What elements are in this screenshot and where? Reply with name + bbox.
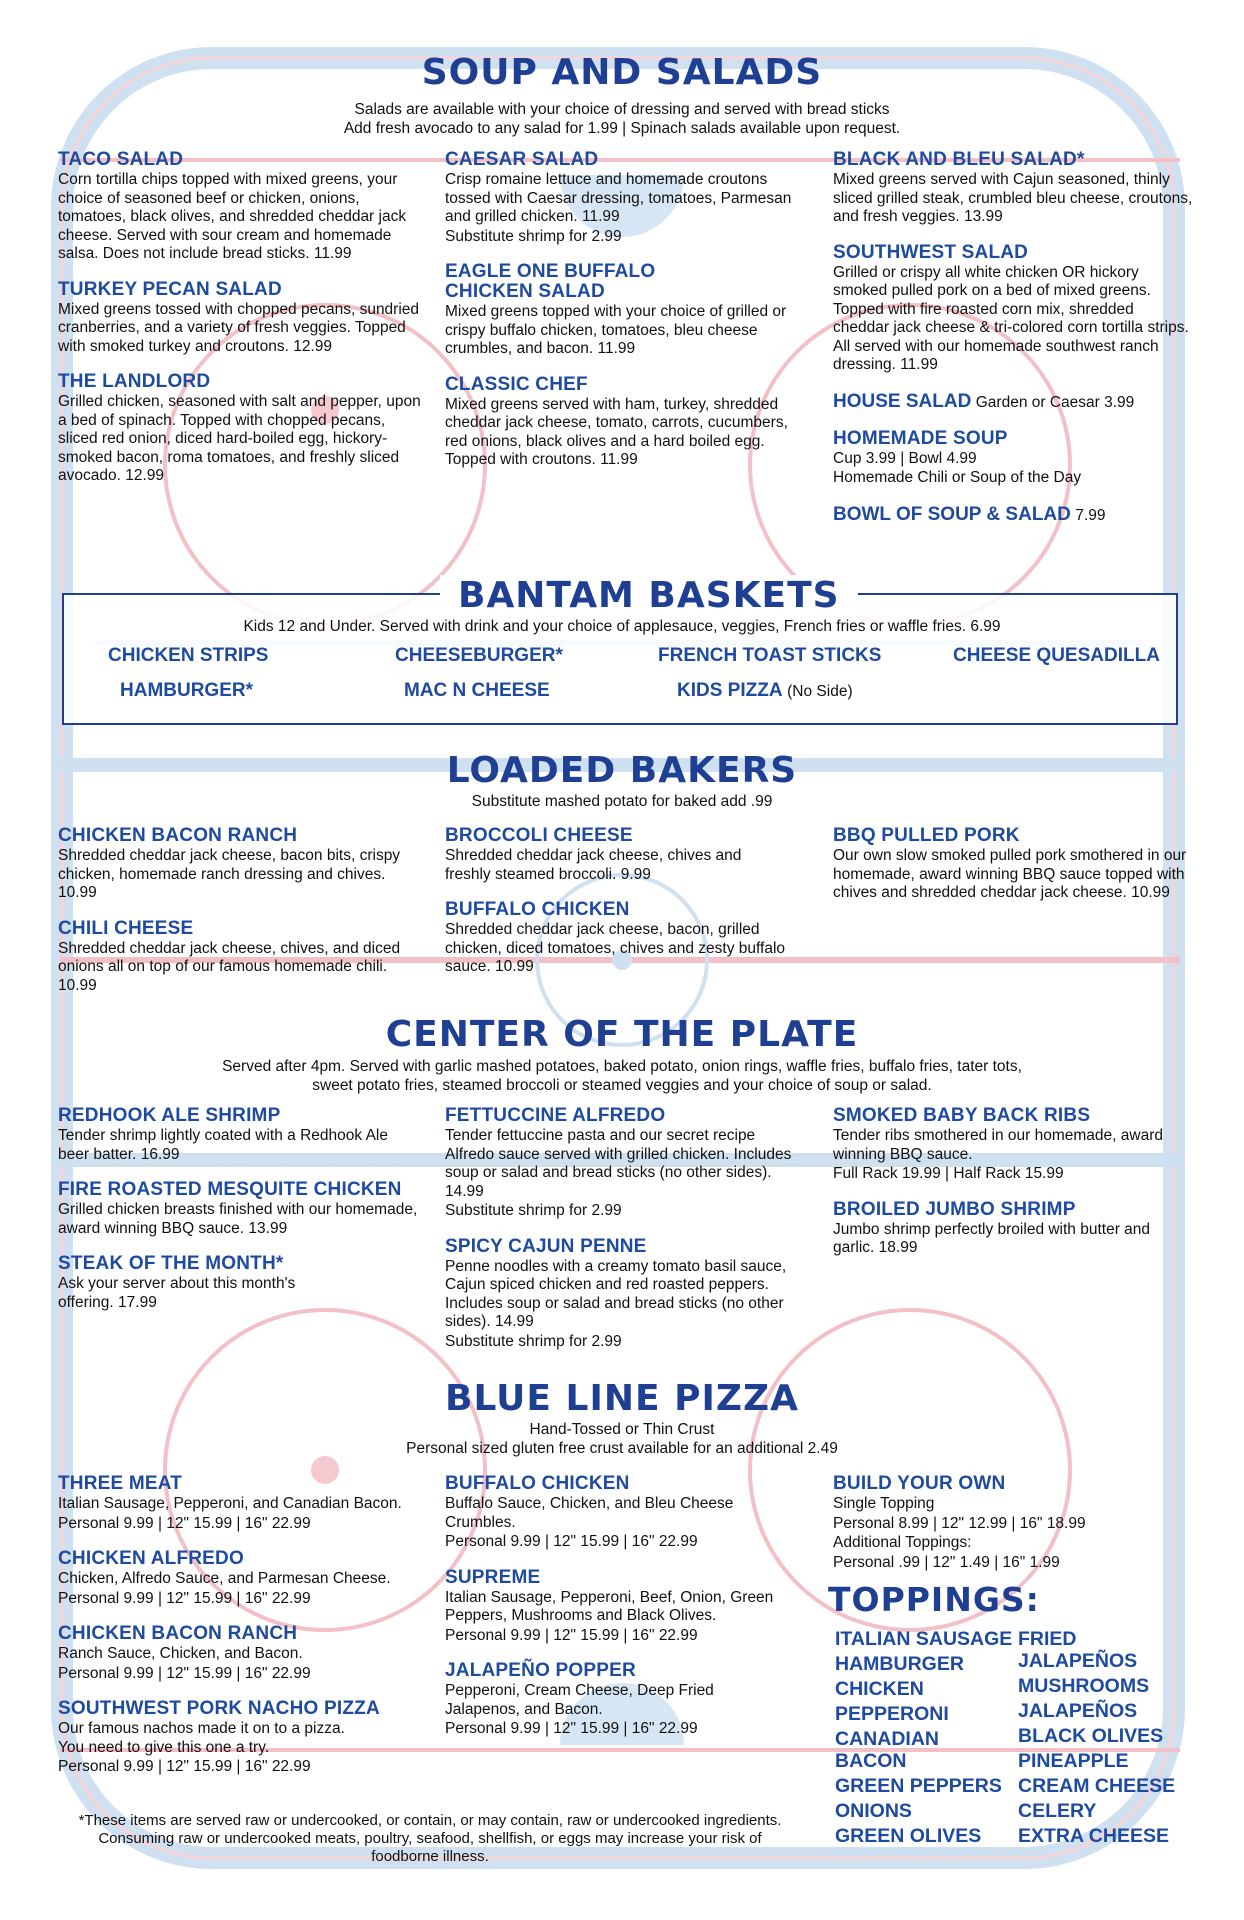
item-price: Personal 9.99 | 12" 15.99 | 16" 22.99 [58,1589,311,1607]
menu-item-classic-chef [445,375,810,470]
menu-item-caesar-salad [445,150,810,246]
item-desc: Our own slow smoked pulled pork smothered in our homemade, award winning BBQ sauce topped with chives and shredded cheddar jack cheese. 10.99 [833,847,1187,901]
topping-item: CANADIAN BACON [835,1728,939,1772]
item-title: SMOKED BABY BACK RIBS [833,1105,1091,1126]
item-price: Personal 9.99 | 12" 15.99 | 16" 22.99 [58,1514,311,1532]
pizza-build-your-own [833,1474,1178,1572]
soup-salads-title: SOUP AND SALADS [421,52,823,93]
item-title: BROCCOLI CHEESE [445,825,633,846]
item-price: Personal 9.99 | 12" 15.99 | 16" 22.99 [445,1720,698,1737]
item-title: BUFFALO CHICKEN [445,1473,630,1494]
item-title: STEAK OF THE MONTH* [58,1253,284,1274]
item-desc: Chicken, Alfredo Sauce, and Parmesan Cheese. [58,1570,391,1587]
blue-line-pizza-title: BLUE LINE PIZZA [445,1378,799,1419]
item-desc: Jumbo shrimp perfectly broiled with butter and garlic. 18.99 [833,1220,1151,1256]
item-desc: Ask your server about this month's offering. 17.99 [58,1275,296,1311]
item-desc: Penne noodles with a creamy tomato basil sauce, Cajun spiced chicken and red roasted peppers. Includes soup or salad and bread sticks (no other sides). 14.99 [445,1257,787,1330]
item-note: Additional Toppings: [833,1534,972,1551]
raw-food-disclaimer: *These items are served raw or undercooked, or contain, or may contain, raw or undercooked ingredients. Consuming raw or undercooked meats, poultry, seafood, shellfish, or eggs may increase your risk of foodborne illness. [78,1812,782,1865]
item-title: SOUTHWEST SALAD [833,241,1029,263]
topping-item: MUSHROOMS [1018,1675,1150,1697]
item-desc: Grilled chicken, seasoned with salt and pepper, upon a bed of spinach. Topped with chopped pecans, sliced red onion, diced hard-boiled egg, hickory-smoked bacon, roma tomatoes, and freshly sliced avocado. 12.99 [58,393,421,484]
menu-item-spicy-cajun-penne [445,1237,805,1352]
item-desc: Shredded cheddar jack cheese, bacon bits, crispy chicken, homemade ranch dressing and chives. 10.99 [58,847,401,901]
topping-item: CREAM CHEESE [1018,1775,1176,1797]
item-price: Personal 9.99 | 12" 15.99 | 16" 22.99 [445,1533,698,1550]
item-note: Substitute shrimp for 2.99 [445,1332,622,1350]
kids-item-cheeseburger: CHEESEBURGER* [395,645,563,666]
menu-item-fettuccine-alfredo [445,1106,805,1221]
item-title: SPICY CAJUN PENNE [445,1235,647,1257]
pizza-southwest-pork-nacho [58,1699,428,1777]
pizza-intro-2: Personal sized gluten free crust available for an additional 2.49 [406,1440,838,1457]
item-title: CHILI CHEESE [58,917,194,939]
topping-item: PEPPERONI [835,1703,949,1725]
item-title: SUPREME [445,1566,541,1588]
menu-item-baker-bbq-pulled-pork [833,826,1188,903]
item-note: Substitute shrimp for 2.99 [445,1202,622,1219]
item-title: TACO SALAD [58,149,184,170]
item-price: Personal 9.99 | 12" 15.99 | 16" 22.99 [445,1626,698,1644]
menu-item-broiled-jumbo-shrimp [833,1200,1178,1258]
item-desc: Grilled or crispy all white chicken OR hickory smoked pulled pork on a bed of mixed greens. Topped with fire roasted corn mix, shredded cheddar jack cheese & tri-colored corn tortilla strips. All served with our homemade southwest ranch dressing. 11.99 [833,263,1189,373]
item-title: BOWL OF SOUP & SALAD [833,503,1071,525]
topping-item: ONIONS [835,1800,912,1822]
menu-item-taco-salad [58,150,423,264]
menu-item-bowl-of-soup-salad [833,504,1193,526]
topping-item: JALAPEÑOS [1018,1700,1138,1722]
pizza-jalapeno-popper [445,1661,805,1739]
loaded-bakers-title: LOADED BAKERS [446,750,798,791]
item-title: THREE MEAT [58,1473,183,1494]
center-plate-title: CENTER OF THE PLATE [385,1014,859,1055]
menu-item-the-landlord [58,372,423,486]
item-title: TURKEY PECAN SALAD [58,278,282,300]
toppings-title: TOPPINGS: [828,1580,1040,1619]
menu-item-turkey-pecan-salad [58,280,423,357]
item-desc: Mixed greens topped with your choice of grilled or crispy buffalo chicken, tomatoes, bleu cheese crumbles, and bacon. 11.99 [445,303,787,357]
topping-item: FRIED JALAPEÑOS [1018,1628,1138,1672]
item-price: Personal 9.99 | 12" 15.99 | 16" 22.99 [58,1758,311,1775]
kids-item-hamburger: HAMBURGER* [120,680,253,701]
menu-item-baker-chili-cheese [58,919,403,996]
pizza-three-meat [58,1474,428,1533]
item-desc: Crisp romaine lettuce and homemade croutons tossed with Caesar dressing, tomatoes, Parmesan and grilled chicken. 11.99 [445,171,792,225]
item-title: JALAPEÑO POPPER [445,1660,636,1681]
item-note: Full Rack 19.99 | Half Rack 15.99 [833,1165,1064,1182]
item-desc: Italian Sausage, Pepperoni, Beef, Onion, Green Peppers, Mushrooms and Black Olives. [445,1588,774,1624]
item-title: CHICKEN ALFREDO [58,1548,244,1569]
menu-item-baker-buffalo-chicken [445,900,790,977]
kids-pizza-label: KIDS PIZZA [677,680,782,701]
center-intro-1: Served after 4pm. Served with garlic mashed potatoes, baked potato, onion rings, waffle fries, buffalo fries, tater tots, [222,1058,1022,1075]
item-title: FETTUCCINE ALFREDO [445,1105,666,1126]
topping-item: GREEN OLIVES [835,1825,982,1847]
pizza-chicken-bacon-ranch [58,1624,428,1683]
item-title: FIRE ROASTED MESQUITE CHICKEN [58,1179,402,1200]
menu-item-baby-back-ribs [833,1106,1178,1184]
item-title: BROILED JUMBO SHRIMP [833,1198,1076,1220]
item-title: BBQ PULLED PORK [833,825,1020,846]
item-desc: Shredded cheddar jack cheese, bacon, grilled chicken, diced tomatoes, chives and zesty buffalo sauce. 10.99 [445,921,786,975]
item-title: HOMEMADE SOUP [833,427,1008,449]
item-title: BLACK AND BLEU SALAD* [833,149,1085,170]
kids-item-cheese-quesadilla: CHEESE QUESADILLA [953,645,1160,666]
item-desc: Cup 3.99 | Bowl 4.99 [833,449,977,467]
menu-item-steak-of-the-month [58,1254,418,1312]
item-title: THE LANDLORD [58,371,211,392]
item-desc: 7.99 [1075,506,1106,524]
soup-salads-intro-1: Salads are available with your choice of dressing and served with bread sticks [354,101,890,118]
menu-item-black-and-bleu [833,150,1193,227]
item-title: CHICKEN BACON RANCH [58,1623,298,1644]
kids-item-french-toast: FRENCH TOAST STICKS [658,645,882,666]
bantam-intro: Kids 12 and Under. Served with drink and your choice of applesauce, veggies, French fries or waffle fries. 6.99 [243,618,1001,635]
item-title: SOUTHWEST PORK NACHO PIZZA [58,1698,380,1719]
toppings-list-left [835,1628,1015,1850]
menu-item-baker-broccoli-cheese [445,826,790,884]
item-desc: Ranch Sauce, Chicken, and Bacon. [58,1645,303,1662]
item-desc: Pepperoni, Cream Cheese, Deep Fried Jalapenos, and Bacon. [445,1682,714,1718]
item-note: Homemade Chili or Soup of the Day [833,469,1082,486]
pizza-buffalo-chicken [445,1474,805,1552]
menu-item-eagle-one-buffalo [445,262,810,359]
menu-item-fire-roasted-chicken [58,1180,418,1238]
item-title: CAESAR SALAD [445,149,599,170]
item-desc: Shredded cheddar jack cheese, chives and freshly steamed broccoli. 9.99 [445,847,742,883]
item-desc: Mixed greens served with Cajun seasoned, thinly sliced grilled steak, crumbled bleu cheese, croutons, and fresh veggies. 13.99 [833,171,1193,225]
item-desc: Italian Sausage, Pepperoni, and Canadian Bacon. [58,1495,402,1512]
kids-item-chicken-strips: CHICKEN STRIPS [108,645,269,666]
item-desc: Single Topping [833,1495,935,1512]
topping-item: PINEAPPLE [1018,1750,1129,1772]
soup-salads-intro-2: Add fresh avocado to any salad for 1.99 | Spinach salads available upon request. [343,120,901,137]
topping-item: CHICKEN [835,1678,924,1700]
toppings-list-right [1018,1628,1198,1850]
item-title: HOUSE SALAD [833,390,972,412]
menu-item-redhook-ale-shrimp [58,1106,418,1164]
item-title: BUILD YOUR OWN [833,1473,1006,1494]
center-intro-2: sweet potato fries, steamed broccoli or steamed veggies and your choice of soup or salad. [312,1077,932,1094]
topping-item: ITALIAN SAUSAGE [835,1628,1013,1650]
topping-item: GREEN PEPPERS [835,1775,1002,1797]
item-price: Personal 9.99 | 12" 15.99 | 16" 22.99 [58,1664,311,1682]
item-desc: Mixed greens tossed with chopped pecans, sundried cranberries, and a variety of fresh veggies. Topped with smoked turkey and croutons. 12.99 [58,300,420,355]
menu-item-southwest-salad [833,243,1193,375]
topping-item: BLACK OLIVES [1018,1725,1164,1747]
topping-item: EXTRA CHEESE [1018,1825,1169,1847]
item-desc: Shredded cheddar jack cheese, chives, and diced onions all on top of our famous homemade chili. 10.99 [58,939,401,994]
topping-item: HAMBURGER [835,1653,964,1675]
item-desc: Tender ribs smothered in our homemade, award winning BBQ sauce. [833,1127,1163,1163]
kids-pizza-note: (No Side) [787,683,853,700]
item-desc: Grilled chicken breasts finished with our homemade, award winning BBQ sauce. 13.99 [58,1201,418,1237]
item-desc: Buffalo Sauce, Chicken, and Bleu Cheese Crumbles. [445,1495,734,1531]
item-title: CLASSIC CHEF [445,373,588,395]
pizza-intro-1: Hand-Tossed or Thin Crust [529,1421,715,1438]
bantam-baskets-title: BANTAM BASKETS [440,575,858,616]
item-price-additional: Personal .99 | 12" 1.49 | 16" 1.99 [833,1553,1060,1571]
item-price: Personal 8.99 | 12" 12.99 | 16" 18.99 [833,1514,1086,1532]
pizza-supreme [445,1568,805,1646]
menu-item-baker-chicken-bacon-ranch [58,826,403,903]
menu-item-homemade-soup [833,429,1193,488]
kids-item-mac-n-cheese: MAC N CHEESE [404,680,550,701]
item-desc: Mixed greens served with ham, turkey, shredded cheddar jack cheese, tomato, carrots, cucumbers, red onions, black olives and a hard boiled egg. Topped with croutons. 11.99 [445,395,788,468]
item-title: CHICKEN BACON RANCH [58,825,298,846]
item-title: REDHOOK ALE SHRIMP [58,1105,281,1126]
item-desc: Corn tortilla chips topped with mixed greens, your choice of seasoned beef or chicken, onions, tomatoes, black olives, and shredded cheddar jack cheese. Served with sour cream and homemade salsa. Does not include bread sticks. 11.99 [58,171,407,262]
item-desc: Our famous nachos made it on to a pizza. You need to give this one a try. [58,1720,345,1756]
topping-item: CELERY [1018,1800,1097,1822]
menu-item-house-salad [833,391,1193,413]
item-title: BUFFALO CHICKEN [445,899,630,920]
item-desc: Tender fettuccine pasta and our secret recipe Alfredo sauce served with grilled chicken. Includes soup or salad and bread sticks (no other sides). 14.99 [445,1127,792,1200]
kids-item-kids-pizza [677,680,853,702]
item-note: Substitute shrimp for 2.99 [445,227,622,245]
bakers-intro: Substitute mashed potato for baked add .99 [471,793,773,810]
item-title: EAGLE ONE BUFFALO CHICKEN SALAD [445,261,656,302]
pizza-chicken-alfredo [58,1549,428,1608]
item-desc: Garden or Caesar 3.99 [975,393,1135,411]
item-desc: Tender shrimp lightly coated with a Redhook Ale beer batter. 16.99 [58,1127,388,1163]
